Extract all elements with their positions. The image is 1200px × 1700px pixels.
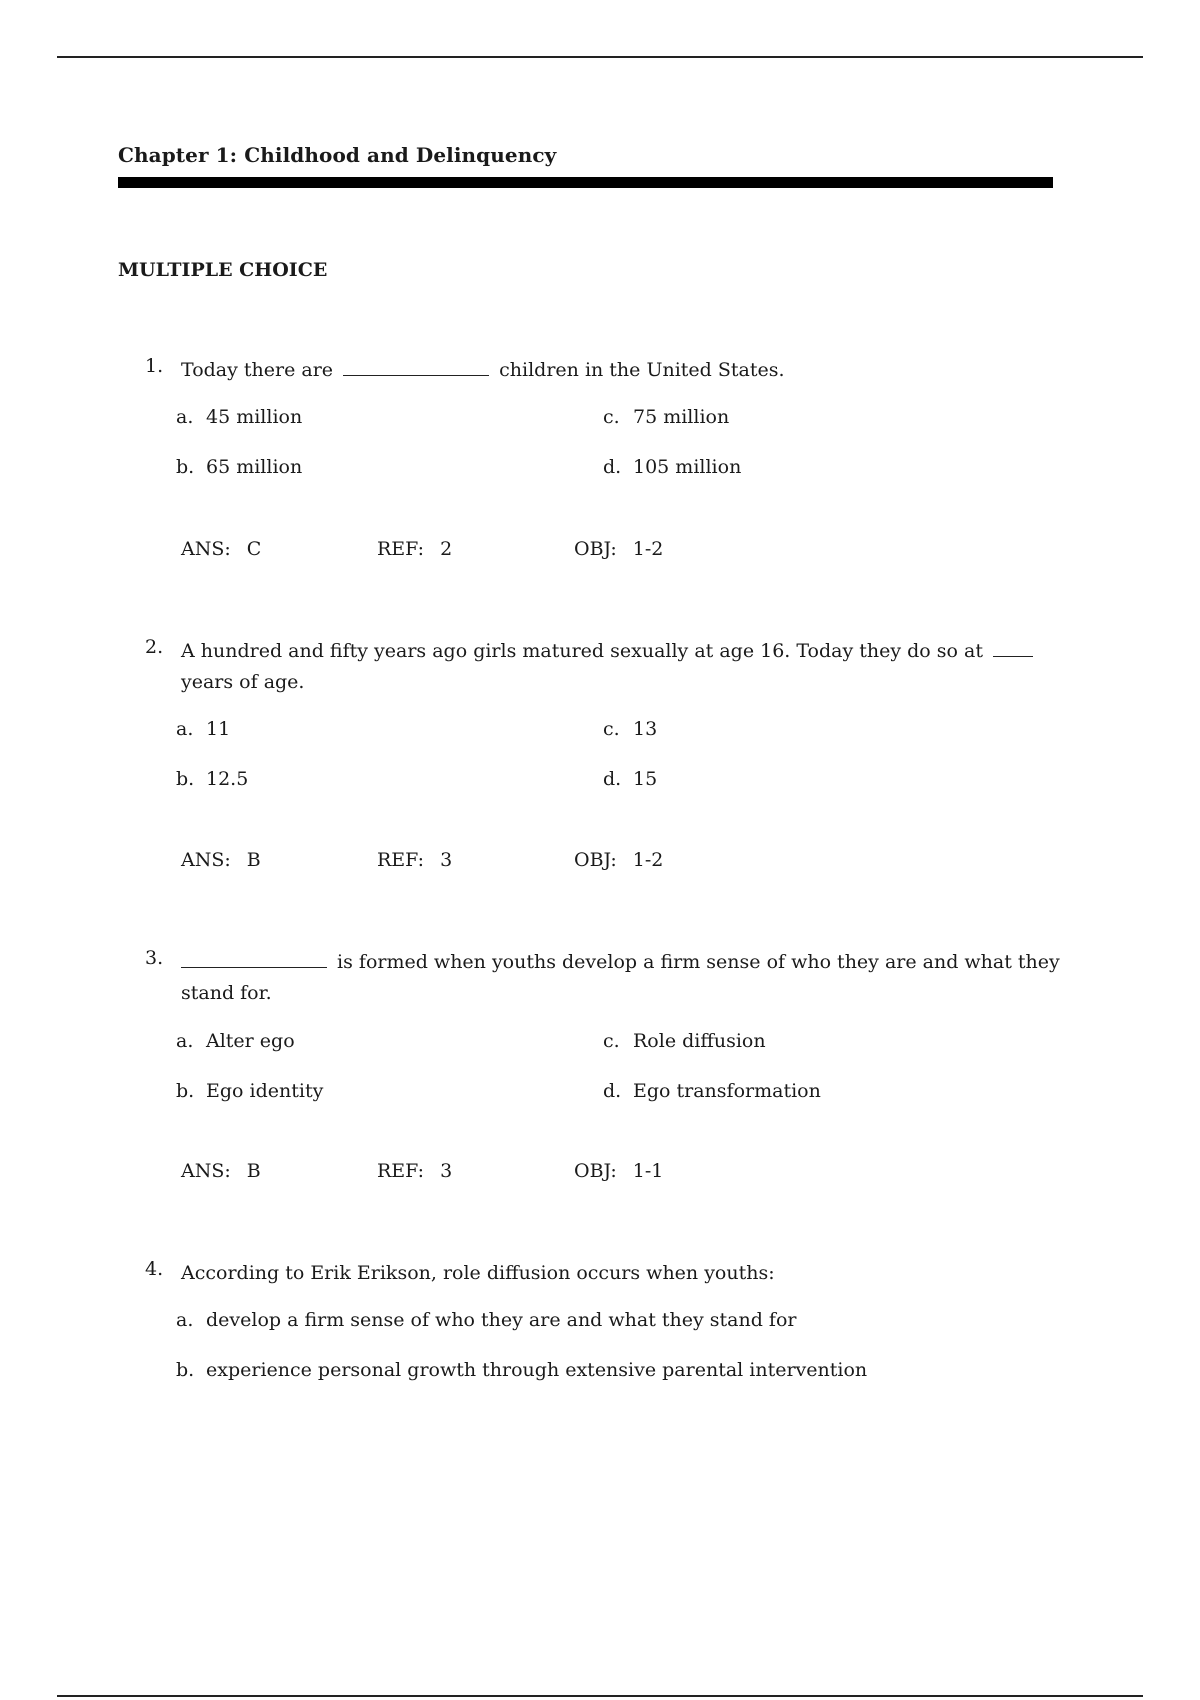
option-b — [176, 456, 302, 478]
option-text: experience personal growth through extensive parental intervention — [206, 1359, 868, 1381]
option-letter: a. — [176, 1030, 194, 1052]
option-letter: d. — [603, 768, 622, 790]
stem-before: A hundred and fifty years ago girls matured sexually at age 16. Today they do so at — [181, 640, 983, 662]
question-stem — [181, 636, 1061, 698]
option-c — [603, 718, 657, 740]
ref-label: REF: — [377, 538, 425, 560]
question-number: 2. — [145, 636, 164, 658]
option-letter: d. — [603, 1080, 622, 1102]
option-d — [603, 768, 657, 790]
option-text: 105 million — [633, 456, 742, 478]
option-text: Alter ego — [206, 1030, 295, 1052]
option-letter: b. — [176, 1359, 195, 1381]
ans-field — [181, 1160, 261, 1182]
option-b — [176, 1359, 867, 1381]
ref-label: REF: — [377, 1160, 425, 1182]
option-letter: c. — [603, 1030, 620, 1052]
obj-field — [574, 538, 663, 560]
stem-after: years of age. — [181, 671, 305, 693]
option-letter: d. — [603, 456, 622, 478]
option-text: Ego transformation — [633, 1080, 821, 1102]
question-number: 4. — [145, 1258, 164, 1280]
option-text: 65 million — [206, 456, 303, 478]
obj-field — [574, 1160, 663, 1182]
option-b — [176, 768, 248, 790]
option-letter: a. — [176, 1309, 194, 1331]
obj-label: OBJ: — [574, 538, 617, 560]
question-number: 3. — [145, 947, 164, 969]
obj-field — [574, 849, 663, 871]
option-text: 15 — [633, 768, 658, 790]
option-a — [176, 1030, 295, 1052]
option-text: 11 — [206, 718, 231, 740]
option-letter: b. — [176, 1080, 195, 1102]
option-text: 13 — [633, 718, 658, 740]
stem-after: children in the United States. — [499, 359, 785, 381]
stem-before: Today there are — [181, 359, 334, 381]
ref-value: 3 — [440, 1160, 453, 1182]
answer-blank — [181, 966, 327, 968]
question-stem — [181, 355, 1061, 386]
option-text: Ego identity — [206, 1080, 324, 1102]
ans-value: C — [246, 538, 262, 560]
page-bottom-rule — [57, 1695, 1143, 1697]
question-number: 1. — [145, 355, 164, 377]
ans-label: ANS: — [181, 849, 231, 871]
ref-field — [377, 849, 452, 871]
option-text: 75 million — [633, 406, 730, 428]
option-letter: a. — [176, 406, 194, 428]
option-text: develop a firm sense of who they are and what they stand for — [206, 1309, 797, 1331]
option-letter: c. — [603, 718, 620, 740]
chapter-title: Chapter 1: Childhood and Delinquency — [118, 143, 557, 167]
answer-blank — [993, 655, 1033, 657]
chapter-title-bar — [118, 177, 1053, 188]
question-stem — [181, 947, 1061, 1009]
obj-value: 1-1 — [632, 1160, 664, 1182]
ref-value: 3 — [440, 849, 453, 871]
page-top-rule — [57, 56, 1143, 58]
ans-label: ANS: — [181, 1160, 231, 1182]
ref-field — [377, 538, 452, 560]
option-letter: c. — [603, 406, 620, 428]
option-letter: a. — [176, 718, 194, 740]
question-stem: According to Erik Erikson, role diffusion occurs when youths: — [181, 1262, 775, 1284]
ref-value: 2 — [440, 538, 453, 560]
obj-label: OBJ: — [574, 1160, 617, 1182]
option-b — [176, 1080, 323, 1102]
obj-label: OBJ: — [574, 849, 617, 871]
option-d — [603, 1080, 821, 1102]
ref-field — [377, 1160, 452, 1182]
ans-field — [181, 849, 261, 871]
option-text: 45 million — [206, 406, 303, 428]
option-letter: b. — [176, 768, 195, 790]
option-a — [176, 718, 230, 740]
option-text: Role diffusion — [633, 1030, 766, 1052]
option-c — [603, 1030, 766, 1052]
ans-field — [181, 538, 261, 560]
obj-value: 1-2 — [632, 849, 664, 871]
ref-label: REF: — [377, 849, 425, 871]
section-heading: MULTIPLE CHOICE — [118, 259, 328, 281]
option-c — [603, 406, 729, 428]
option-a — [176, 1309, 796, 1331]
ans-label: ANS: — [181, 538, 231, 560]
answer-blank — [343, 374, 489, 376]
ans-value: B — [246, 1160, 261, 1182]
ans-value: B — [246, 849, 261, 871]
stem-after: is formed when youths develop a firm sense of who they are and what they stand for. — [181, 951, 1060, 1004]
option-d — [603, 456, 741, 478]
option-letter: b. — [176, 456, 195, 478]
option-text: 12.5 — [206, 768, 249, 790]
option-a — [176, 406, 302, 428]
obj-value: 1-2 — [632, 538, 664, 560]
